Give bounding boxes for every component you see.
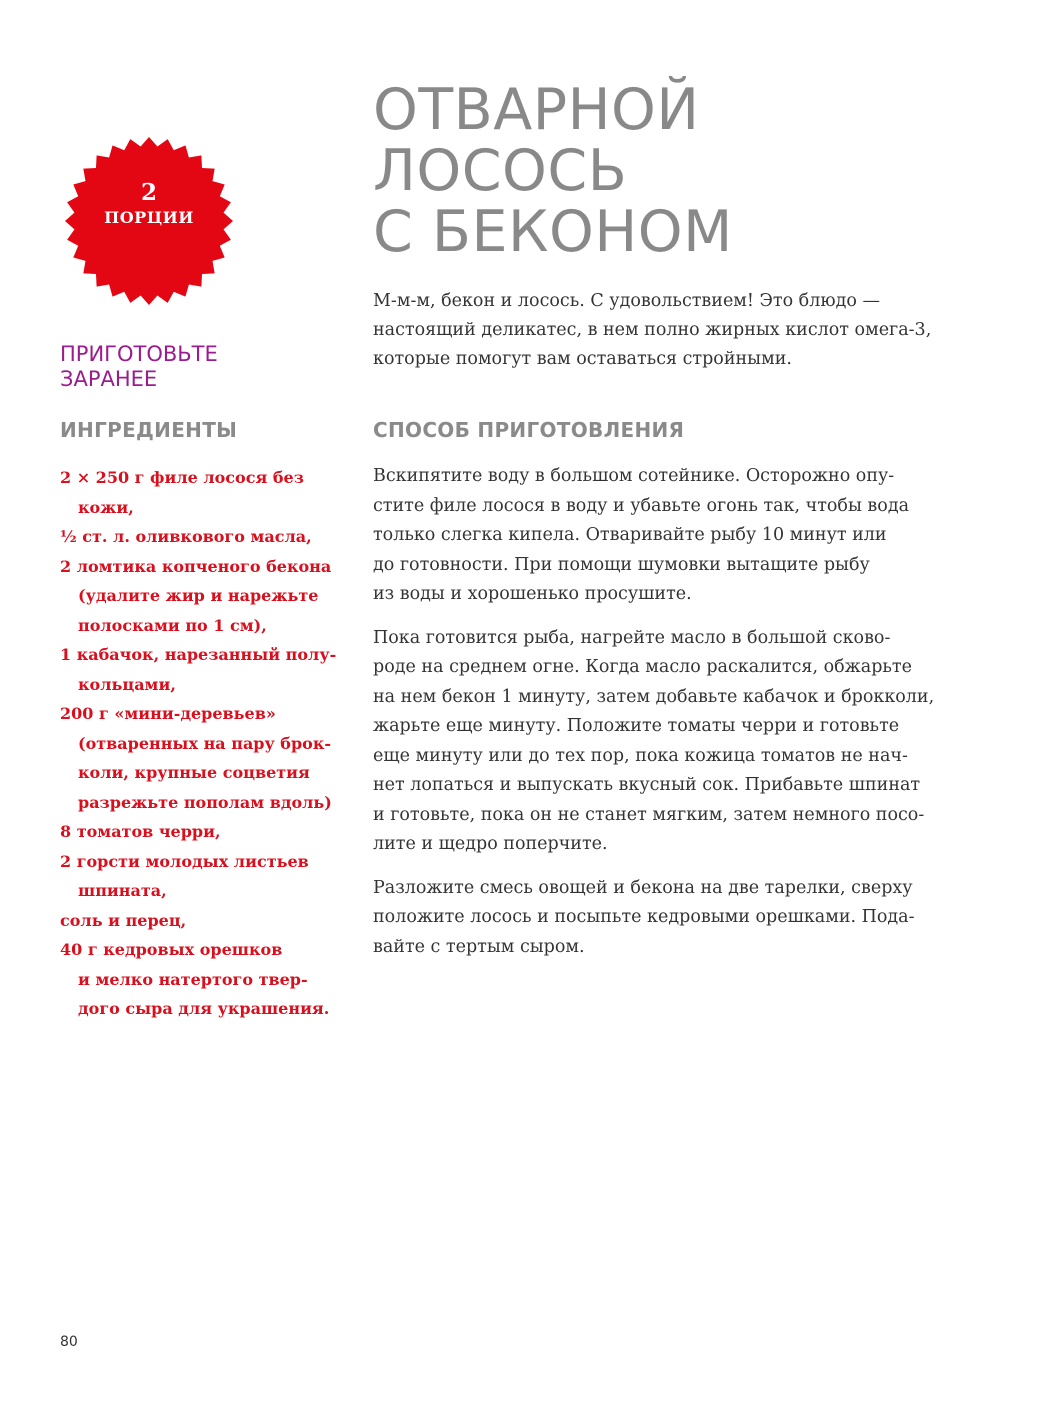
method-line: нет лопаться и выпускать вкусный сок. Прибавьте шпинат (373, 775, 921, 795)
method-line: Разложите смесь овощей и бекона на две тарелки, сверху (373, 877, 913, 898)
ingredient-item (60, 935, 360, 1024)
method-line: только слегка кипела. Отваривайте рыбу 10 минут или (373, 525, 887, 545)
recipe-intro (373, 287, 993, 374)
method-text (373, 462, 1003, 976)
method-paragraph (373, 462, 1003, 610)
method-line: Пока готовится рыба, нагрейте масло в большой сково- (373, 627, 891, 648)
method-line: на нем бекон 1 минуту, затем добавьте кабачок и брокколи, (373, 686, 935, 707)
method-line: до готовности. При помощи шумовки вытащите рыбу (373, 554, 870, 575)
intro-line: которые помогут вам оставаться стройными. (373, 349, 792, 369)
servings-badge (65, 137, 233, 305)
intro-line: М-м-м, бекон и лосось. С удовольствием! Это блюдо — (373, 291, 880, 311)
method-line: Вскипятите воду в большом сотейнике. Осторожно опу- (373, 466, 895, 486)
ingredients-heading: ИНГРЕДИЕНТЫ (60, 418, 238, 442)
ingredient-line: и мелко натертого твер- (78, 969, 308, 989)
ingredient-line: соль и перец, (60, 910, 187, 930)
recipe-title-line: ОТВАРНОЙ (373, 77, 700, 143)
ingredient-line: 8 томатов черри, (60, 822, 221, 841)
prepare-ahead-line: ПРИГОТОВЬТЕ (60, 342, 218, 366)
method-line: вайте с тертым сыром. (373, 936, 585, 957)
method-line: жарьте еще минуту. Положите томаты черри и готовьте (373, 716, 900, 736)
servings-badge-text (65, 179, 233, 229)
intro-line: настоящий деликатес, в нем полно жирных кислот омега-3, (373, 320, 932, 340)
ingredient-line: (удалите жир и нарежьте (78, 586, 319, 605)
recipe-title-line: С БЕКОНОМ (373, 199, 733, 265)
ingredients-list (60, 463, 360, 1024)
ingredient-line: кожи, (78, 497, 134, 517)
ingredient-line: полосками по 1 см), (78, 615, 267, 635)
ingredient-item (60, 817, 360, 847)
ingredient-item (60, 847, 360, 906)
ingredient-line: 1 кабачок, нарезанный полу- (60, 645, 337, 664)
method-line: положите лосось и посыпьте кедровыми орешками. Пода- (373, 907, 915, 927)
method-line: роде на среднем огне. Когда масло раскалится, обжарьте (373, 657, 912, 677)
ingredient-line: (отваренных на пару брок- (78, 733, 332, 753)
ingredient-line: коли, крупные соцветия (78, 763, 310, 782)
ingredient-line: шпината, (78, 881, 167, 900)
ingredient-line: 2 горсти молодых листьев (60, 851, 309, 871)
prepare-ahead-line: ЗАРАНЕЕ (60, 367, 158, 391)
prepare-ahead-label (60, 342, 218, 392)
ingredient-item (60, 552, 360, 641)
recipe-title-line: ЛОСОСЬ (373, 138, 628, 204)
method-line: и готовьте, пока он не станет мягким, затем немного посо- (373, 804, 925, 825)
servings-label: ПОРЦИИ (104, 208, 194, 227)
method-heading: СПОСОБ ПРИГОТОВЛЕНИЯ (373, 418, 685, 442)
ingredient-line: 200 г «мини-деревьев» (60, 704, 276, 723)
method-line: еще минуту или до тех пор, пока кожица томатов не нач- (373, 745, 908, 766)
ingredient-item (60, 906, 360, 936)
method-line: лите и щедро поперчите. (373, 834, 608, 854)
ingredient-item (60, 522, 360, 552)
ingredient-item (60, 640, 360, 699)
method-paragraph (373, 874, 1003, 963)
ingredient-line: ½ ст. л. оливкового масла, (60, 527, 312, 546)
ingredient-line: кольцами, (78, 674, 176, 694)
ingredient-item (60, 463, 360, 522)
ingredient-line: 2 ломтика копченого бекона (60, 556, 332, 576)
recipe-title (373, 77, 1013, 265)
ingredient-line: разрежьте пополам вдоль) (78, 792, 332, 812)
servings-number: 2 (140, 179, 157, 206)
ingredient-line: 40 г кедровых орешков (60, 940, 283, 959)
page-number: 80 (60, 1334, 78, 1350)
method-paragraph (373, 624, 1003, 860)
ingredient-item (60, 699, 360, 817)
method-line: из воды и хорошенько просушите. (373, 584, 692, 604)
ingredient-line: дого сыра для украшения. (78, 999, 330, 1018)
method-line: стите филе лосося в воду и убавьте огонь так, чтобы вода (373, 495, 910, 516)
ingredient-line: 2 × 250 г филе лосося без (60, 468, 304, 487)
